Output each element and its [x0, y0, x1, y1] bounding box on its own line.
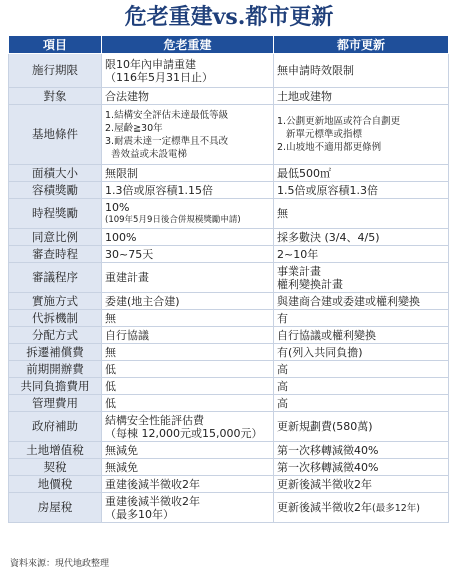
rebuild-cell: 低	[102, 378, 274, 395]
rebuild-cell: 結構安全性能評估費 （每棟 12,000元或15,000元）	[102, 412, 274, 442]
row-label: 施行期限	[9, 54, 102, 88]
renewal-cell: 第一次移轉減徵40%	[274, 442, 449, 459]
table-row	[9, 105, 449, 165]
renewal-cell: 高	[274, 395, 449, 412]
rebuild-cell: 無減免	[102, 442, 274, 459]
renewal-cell: 高	[274, 378, 449, 395]
row-label: 政府補助	[9, 412, 102, 442]
row-label: 審議程序	[9, 263, 102, 293]
renewal-value: 更新後減半徵收2年	[277, 500, 372, 514]
row-label: 實施方式	[9, 293, 102, 310]
table-header-row	[9, 36, 449, 54]
header-urban-renewal: 都市更新	[274, 36, 449, 54]
rebuild-cell: 無	[102, 344, 274, 361]
renewal-cell: 更新規劃費(580萬)	[274, 412, 449, 442]
table-row	[9, 327, 449, 344]
renewal-cell: 1.公劃更新地區或符合自劃更 新單元標準或指標 2.山坡地不適用都更條例	[274, 105, 449, 165]
table-row	[9, 182, 449, 199]
row-label: 時程獎勵	[9, 199, 102, 229]
rebuild-cell: 重建後減半徵收2年 （最多10年）	[102, 493, 274, 523]
rebuild-cell: 無限制	[102, 165, 274, 182]
row-label: 代拆機制	[9, 310, 102, 327]
renewal-cell: 更新後減半徵收2年	[274, 476, 449, 493]
row-label: 拆遷補償費	[9, 344, 102, 361]
renewal-cell: 事業計畫 權利變換計畫	[274, 263, 449, 293]
renewal-cell	[274, 493, 449, 523]
table-row	[9, 54, 449, 88]
renewal-cell: 有(列入共同負擔)	[274, 344, 449, 361]
renewal-cell: 採多數決 (3/4、4/5)	[274, 229, 449, 246]
renewal-cell: 最低500㎡	[274, 165, 449, 182]
row-label: 容積獎勵	[9, 182, 102, 199]
rebuild-cell: 重建後減半徵收2年	[102, 476, 274, 493]
table-row	[9, 493, 449, 523]
rebuild-cell: 低	[102, 395, 274, 412]
renewal-cell: 1.5倍或原容積1.3倍	[274, 182, 449, 199]
renewal-cell: 2~10年	[274, 246, 449, 263]
table-row	[9, 412, 449, 442]
table-row	[9, 88, 449, 105]
row-label: 契稅	[9, 459, 102, 476]
table-row	[9, 459, 449, 476]
row-label: 管理費用	[9, 395, 102, 412]
rebuild-value: 10%	[105, 200, 130, 214]
row-label: 土地增值稅	[9, 442, 102, 459]
rebuild-cell: 1.結構安全評估未達最低等級 2.屋齡≧30年 3.耐震未達一定標準且不具改 善效益或未設電梯	[102, 105, 274, 165]
row-label: 對象	[9, 88, 102, 105]
rebuild-cell: 1.3倍或原容積1.15倍	[102, 182, 274, 199]
table-row	[9, 476, 449, 493]
renewal-cell: 有	[274, 310, 449, 327]
page-title: 危老重建vs.都市更新	[124, 4, 334, 30]
row-label: 基地條件	[9, 105, 102, 165]
row-label: 房屋稅	[9, 493, 102, 523]
rebuild-cell: 合法建物	[102, 88, 274, 105]
rebuild-cell: 30~75天	[102, 246, 274, 263]
table-row	[9, 199, 449, 229]
row-label: 前期開辦費	[9, 361, 102, 378]
renewal-cell: 與建商合建或委建或權利變換	[274, 293, 449, 310]
table-row	[9, 344, 449, 361]
table-row	[9, 442, 449, 459]
row-label: 審查時程	[9, 246, 102, 263]
table-row	[9, 165, 449, 182]
rebuild-cell: 無減免	[102, 459, 274, 476]
rebuild-cell: 無	[102, 310, 274, 327]
table-row	[9, 246, 449, 263]
renewal-cell: 土地或建物	[274, 88, 449, 105]
table-row	[9, 361, 449, 378]
renewal-note: (最多12年)	[372, 502, 421, 514]
renewal-cell: 無申請時效限制	[274, 54, 449, 88]
comparison-table	[8, 35, 449, 523]
renewal-cell: 第一次移轉減徵40%	[274, 459, 449, 476]
rebuild-cell	[102, 199, 274, 229]
row-label: 共同負擔費用	[9, 378, 102, 395]
rebuild-cell: 低	[102, 361, 274, 378]
table-row	[9, 395, 449, 412]
rebuild-cell: 委建(地主合建)	[102, 293, 274, 310]
rebuild-cell: 限10年內申請重建 （116年5月31日止）	[102, 54, 274, 88]
renewal-cell: 自行協議或權利變換	[274, 327, 449, 344]
table-row	[9, 378, 449, 395]
row-label: 同意比例	[9, 229, 102, 246]
data-source-note: 資料來源：現代地政整理	[10, 559, 110, 569]
renewal-cell: 無	[274, 199, 449, 229]
rebuild-cell: 重建計畫	[102, 263, 274, 293]
row-label: 面積大小	[9, 165, 102, 182]
rebuild-cell: 自行協議	[102, 327, 274, 344]
table-row	[9, 229, 449, 246]
renewal-cell: 高	[274, 361, 449, 378]
table-row	[9, 293, 449, 310]
rebuild-note: (109年5月9日後合併規模獎勵申請)	[105, 214, 241, 225]
header-dangerous-old-rebuild: 危老重建	[102, 36, 274, 54]
rebuild-cell: 100%	[102, 229, 274, 246]
table-row	[9, 310, 449, 327]
row-label: 地價稅	[9, 476, 102, 493]
table-row	[9, 263, 449, 293]
header-item: 項目	[9, 36, 102, 54]
row-label: 分配方式	[9, 327, 102, 344]
